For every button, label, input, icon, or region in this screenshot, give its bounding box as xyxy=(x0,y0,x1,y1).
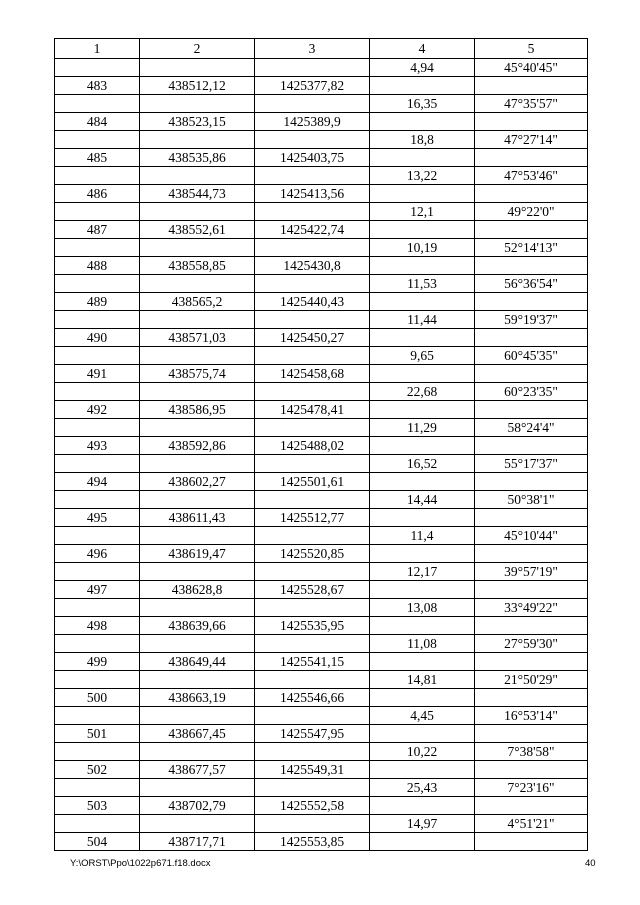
table-cell: 1425458,68 xyxy=(255,365,370,383)
table-cell xyxy=(140,275,255,293)
table-row xyxy=(55,401,588,419)
table-cell xyxy=(140,671,255,689)
table-cell xyxy=(370,437,475,455)
table-cell: 1425552,58 xyxy=(255,797,370,815)
table-cell xyxy=(255,563,370,581)
table-cell: 11,44 xyxy=(370,311,475,329)
table-cell xyxy=(475,149,588,167)
table-cell xyxy=(255,671,370,689)
table-cell: 438702,79 xyxy=(140,797,255,815)
table-cell xyxy=(255,239,370,257)
table-cell: 4°51'21" xyxy=(475,815,588,833)
table-cell: 14,81 xyxy=(370,671,475,689)
table-cell xyxy=(140,59,255,77)
table-cell: 438649,44 xyxy=(140,653,255,671)
table-cell xyxy=(255,131,370,149)
table-cell: 4,94 xyxy=(370,59,475,77)
table-cell xyxy=(55,311,140,329)
table-cell: 497 xyxy=(55,581,140,599)
table-row xyxy=(55,473,588,491)
table-cell xyxy=(55,599,140,617)
table-cell xyxy=(475,581,588,599)
table-cell: 1425528,67 xyxy=(255,581,370,599)
table-cell: 14,97 xyxy=(370,815,475,833)
table-cell: 491 xyxy=(55,365,140,383)
table-cell xyxy=(475,221,588,239)
table-row xyxy=(55,365,588,383)
table-cell xyxy=(370,473,475,491)
table-cell xyxy=(475,77,588,95)
table-cell: 1425501,61 xyxy=(255,473,370,491)
table-cell xyxy=(475,545,588,563)
table-cell xyxy=(140,635,255,653)
table-cell: 500 xyxy=(55,689,140,707)
table-cell xyxy=(255,275,370,293)
table-cell: 438535,86 xyxy=(140,149,255,167)
table-cell: 1425478,41 xyxy=(255,401,370,419)
table-cell: 11,08 xyxy=(370,635,475,653)
table-cell xyxy=(370,365,475,383)
table-cell: 13,08 xyxy=(370,599,475,617)
table-cell: 438571,03 xyxy=(140,329,255,347)
table-cell xyxy=(140,743,255,761)
table-row xyxy=(55,185,588,203)
table-cell: 1425520,85 xyxy=(255,545,370,563)
table-cell xyxy=(255,95,370,113)
table-cell xyxy=(475,113,588,131)
table-cell xyxy=(140,203,255,221)
table-cell: 50°38'1" xyxy=(475,491,588,509)
footer-page-number: 40 xyxy=(585,858,596,869)
table-cell xyxy=(140,563,255,581)
table-cell: 438628,8 xyxy=(140,581,255,599)
table-cell: 487 xyxy=(55,221,140,239)
table-row xyxy=(55,239,588,257)
table-cell xyxy=(140,815,255,833)
table-cell: 47°35'57" xyxy=(475,95,588,113)
table-cell: 438667,45 xyxy=(140,725,255,743)
table-cell xyxy=(140,131,255,149)
table-cell: 438558,85 xyxy=(140,257,255,275)
table-cell xyxy=(140,779,255,797)
table-cell xyxy=(370,797,475,815)
table-row xyxy=(55,383,588,401)
table-cell: 1425422,74 xyxy=(255,221,370,239)
table-row xyxy=(55,95,588,113)
table-cell xyxy=(55,455,140,473)
table-cell: 9,65 xyxy=(370,347,475,365)
table-row xyxy=(55,599,588,617)
table-cell: 438523,15 xyxy=(140,113,255,131)
table-cell xyxy=(255,815,370,833)
table-cell: 495 xyxy=(55,509,140,527)
table-cell xyxy=(370,185,475,203)
table-row xyxy=(55,257,588,275)
table-row xyxy=(55,347,588,365)
table-cell xyxy=(55,239,140,257)
table-cell: 438575,74 xyxy=(140,365,255,383)
table-cell xyxy=(370,617,475,635)
table-cell xyxy=(370,293,475,311)
table-cell xyxy=(55,59,140,77)
table-row xyxy=(55,419,588,437)
table-cell: 1425488,02 xyxy=(255,437,370,455)
table-cell: 504 xyxy=(55,833,140,851)
table-cell: 438544,73 xyxy=(140,185,255,203)
table-cell: 11,4 xyxy=(370,527,475,545)
table-cell: 25,43 xyxy=(370,779,475,797)
table-cell: 14,44 xyxy=(370,491,475,509)
table-cell xyxy=(475,833,588,851)
table-row xyxy=(55,527,588,545)
table-cell: 18,8 xyxy=(370,131,475,149)
table-cell: 488 xyxy=(55,257,140,275)
table-cell xyxy=(370,653,475,671)
table-cell xyxy=(255,419,370,437)
table-cell: 1425413,56 xyxy=(255,185,370,203)
table-cell: 1425541,15 xyxy=(255,653,370,671)
table-cell xyxy=(475,617,588,635)
table-row xyxy=(55,761,588,779)
table-cell xyxy=(255,527,370,545)
table-cell xyxy=(140,455,255,473)
table-cell: 21°50'29" xyxy=(475,671,588,689)
table-row xyxy=(55,671,588,689)
table-cell xyxy=(370,581,475,599)
table-cell xyxy=(140,707,255,725)
table-cell: 45°10'44" xyxy=(475,527,588,545)
table-cell xyxy=(255,743,370,761)
table-cell xyxy=(475,257,588,275)
table-cell: 438619,47 xyxy=(140,545,255,563)
table-cell: 7°38'58" xyxy=(475,743,588,761)
table-cell xyxy=(475,797,588,815)
table-row xyxy=(55,779,588,797)
table-cell xyxy=(370,545,475,563)
table-cell: 438611,43 xyxy=(140,509,255,527)
table-cell xyxy=(475,761,588,779)
table-cell xyxy=(370,509,475,527)
header-cell: 3 xyxy=(255,39,370,59)
table-cell xyxy=(255,311,370,329)
table-cell: 438677,57 xyxy=(140,761,255,779)
table-cell: 16,52 xyxy=(370,455,475,473)
table-cell xyxy=(370,221,475,239)
table-row xyxy=(55,113,588,131)
footer-file-path: Y:\ORST\Ppo\1022p671.f18.docx xyxy=(70,858,211,869)
table-cell: 486 xyxy=(55,185,140,203)
table-row xyxy=(55,797,588,815)
table-cell xyxy=(55,527,140,545)
table-row xyxy=(55,437,588,455)
table-cell: 1425549,31 xyxy=(255,761,370,779)
table-cell xyxy=(55,419,140,437)
table-cell: 484 xyxy=(55,113,140,131)
table-row xyxy=(55,815,588,833)
table-row xyxy=(55,77,588,95)
table-cell xyxy=(140,95,255,113)
table-cell: 12,17 xyxy=(370,563,475,581)
table-cell: 1425440,43 xyxy=(255,293,370,311)
table-cell: 494 xyxy=(55,473,140,491)
table-cell xyxy=(370,149,475,167)
table-cell xyxy=(55,671,140,689)
table-cell: 496 xyxy=(55,545,140,563)
table-cell: 438592,86 xyxy=(140,437,255,455)
table-cell: 22,68 xyxy=(370,383,475,401)
table-cell xyxy=(475,401,588,419)
table-cell: 10,22 xyxy=(370,743,475,761)
table-row xyxy=(55,59,588,77)
table-cell: 49°22'0" xyxy=(475,203,588,221)
table-cell: 492 xyxy=(55,401,140,419)
table-cell: 55°17'37" xyxy=(475,455,588,473)
table-cell xyxy=(370,833,475,851)
table-cell: 438512,12 xyxy=(140,77,255,95)
header-cell: 1 xyxy=(55,39,140,59)
table-row xyxy=(55,167,588,185)
table-row xyxy=(55,833,588,851)
table-cell xyxy=(55,815,140,833)
table-row xyxy=(55,635,588,653)
table-cell: 490 xyxy=(55,329,140,347)
table-cell xyxy=(370,725,475,743)
table-cell: 485 xyxy=(55,149,140,167)
table-row xyxy=(55,707,588,725)
table-row xyxy=(55,689,588,707)
table-row xyxy=(55,617,588,635)
table-row xyxy=(55,293,588,311)
table-cell xyxy=(370,761,475,779)
table-cell xyxy=(255,599,370,617)
table-cell xyxy=(140,347,255,365)
table-cell: 16°53'14" xyxy=(475,707,588,725)
table-cell: 16,35 xyxy=(370,95,475,113)
table-cell xyxy=(255,779,370,797)
table-cell xyxy=(370,257,475,275)
table-row xyxy=(55,203,588,221)
table-cell xyxy=(255,383,370,401)
table-row xyxy=(55,275,588,293)
header-cell: 5 xyxy=(475,39,588,59)
table-cell: 47°27'14" xyxy=(475,131,588,149)
header-cell: 4 xyxy=(370,39,475,59)
table-cell: 7°23'16" xyxy=(475,779,588,797)
table-cell: 438663,19 xyxy=(140,689,255,707)
header-cell: 2 xyxy=(140,39,255,59)
table-cell xyxy=(55,203,140,221)
table-cell xyxy=(140,383,255,401)
table-row xyxy=(55,455,588,473)
table-cell xyxy=(55,347,140,365)
table-cell xyxy=(140,599,255,617)
table-cell xyxy=(140,239,255,257)
table-cell xyxy=(475,365,588,383)
table-cell: 52°14'13" xyxy=(475,239,588,257)
table-cell: 11,29 xyxy=(370,419,475,437)
table-cell: 10,19 xyxy=(370,239,475,257)
table-cell xyxy=(255,635,370,653)
table-cell: 438639,66 xyxy=(140,617,255,635)
table-cell: 438602,27 xyxy=(140,473,255,491)
table-cell: 503 xyxy=(55,797,140,815)
table-cell xyxy=(370,689,475,707)
table-cell xyxy=(55,635,140,653)
table-cell xyxy=(140,491,255,509)
table-cell xyxy=(255,203,370,221)
table-cell xyxy=(55,563,140,581)
table-cell xyxy=(55,167,140,185)
table-cell xyxy=(55,707,140,725)
table-row xyxy=(55,311,588,329)
table-cell: 13,22 xyxy=(370,167,475,185)
table-cell: 39°57'19" xyxy=(475,563,588,581)
table-cell xyxy=(475,689,588,707)
table-cell xyxy=(370,401,475,419)
table-cell: 45°40'45" xyxy=(475,59,588,77)
table-cell: 56°36'54" xyxy=(475,275,588,293)
table-cell xyxy=(55,491,140,509)
table-cell xyxy=(55,95,140,113)
table-row xyxy=(55,221,588,239)
table-row xyxy=(55,563,588,581)
table-cell xyxy=(370,113,475,131)
table-cell xyxy=(55,383,140,401)
table-row xyxy=(55,743,588,761)
table-cell xyxy=(140,419,255,437)
table-cell: 60°23'35" xyxy=(475,383,588,401)
table-cell: 1425377,82 xyxy=(255,77,370,95)
table-cell: 1425389,9 xyxy=(255,113,370,131)
table-cell: 501 xyxy=(55,725,140,743)
table-cell: 60°45'35" xyxy=(475,347,588,365)
table-row xyxy=(55,581,588,599)
table-cell xyxy=(475,185,588,203)
table-cell: 502 xyxy=(55,761,140,779)
table-cell: 438717,71 xyxy=(140,833,255,851)
table-row xyxy=(55,653,588,671)
table-cell xyxy=(140,167,255,185)
table-cell xyxy=(475,725,588,743)
table-cell: 27°59'30" xyxy=(475,635,588,653)
table-cell: 1425535,95 xyxy=(255,617,370,635)
table-cell: 498 xyxy=(55,617,140,635)
table-cell: 1425546,66 xyxy=(255,689,370,707)
table-row xyxy=(55,545,588,563)
table-cell xyxy=(475,437,588,455)
table-cell: 33°49'22" xyxy=(475,599,588,617)
table-cell xyxy=(475,293,588,311)
table-cell: 11,53 xyxy=(370,275,475,293)
table-cell xyxy=(255,347,370,365)
table-cell xyxy=(140,527,255,545)
table-cell: 1425430,8 xyxy=(255,257,370,275)
table-cell: 1425403,75 xyxy=(255,149,370,167)
table-cell: 499 xyxy=(55,653,140,671)
table-cell: 1425512,77 xyxy=(255,509,370,527)
table-row xyxy=(55,329,588,347)
table-cell xyxy=(55,275,140,293)
table-cell: 438565,2 xyxy=(140,293,255,311)
table-row xyxy=(55,131,588,149)
table-cell: 47°53'46" xyxy=(475,167,588,185)
table-cell xyxy=(140,311,255,329)
table-header-row xyxy=(55,39,588,59)
table-cell: 493 xyxy=(55,437,140,455)
table-cell xyxy=(370,77,475,95)
table-row xyxy=(55,491,588,509)
table-cell xyxy=(475,653,588,671)
table-cell xyxy=(370,329,475,347)
table-cell: 58°24'4" xyxy=(475,419,588,437)
table-cell xyxy=(55,779,140,797)
table-row xyxy=(55,509,588,527)
table-cell: 59°19'37" xyxy=(475,311,588,329)
table-cell xyxy=(55,131,140,149)
table-cell xyxy=(255,707,370,725)
table-cell xyxy=(475,329,588,347)
table-cell: 438552,61 xyxy=(140,221,255,239)
table-cell: 489 xyxy=(55,293,140,311)
table-cell: 438586,95 xyxy=(140,401,255,419)
table-cell: 1425547,95 xyxy=(255,725,370,743)
table-cell: 1425553,85 xyxy=(255,833,370,851)
table-cell xyxy=(475,509,588,527)
table-cell xyxy=(255,491,370,509)
table-cell xyxy=(255,455,370,473)
table-cell: 12,1 xyxy=(370,203,475,221)
table-cell: 1425450,27 xyxy=(255,329,370,347)
table-cell: 483 xyxy=(55,77,140,95)
coordinates-table xyxy=(54,38,588,851)
table-cell: 4,45 xyxy=(370,707,475,725)
table-cell xyxy=(255,59,370,77)
table-cell xyxy=(475,473,588,491)
table-row xyxy=(55,149,588,167)
table-cell xyxy=(55,743,140,761)
table-row xyxy=(55,725,588,743)
table-cell xyxy=(255,167,370,185)
